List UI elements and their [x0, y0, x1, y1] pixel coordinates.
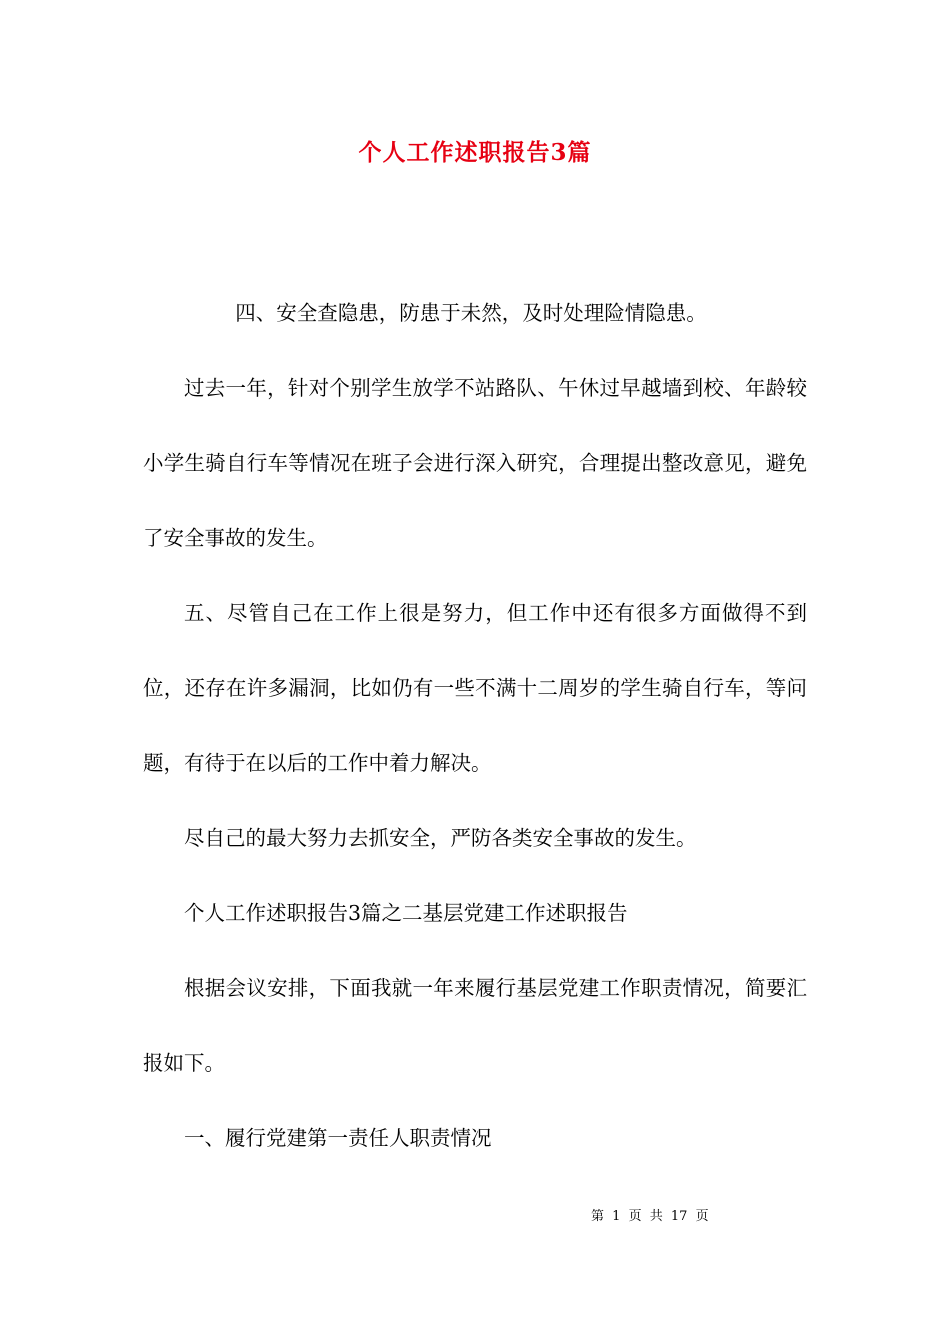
paragraph-past-year: 过去一年，针对个别学生放学不站路队、午休过早越墙到校、年龄较小学生骑自行车等情况在班子会进行深入研究，合理提出整改意见，避免了安全事故的发生。	[143, 376, 807, 550]
paragraph-shortcomings: 五、尽管自己在工作上很是努力，但工作中还有很多方面做得不到位，还存在许多漏洞，比如仍有一些不满十二周岁的学生骑自行车，等问题，有待于在以后的工作中着力解决。	[143, 601, 807, 775]
footer-total-pages: 17	[670, 1209, 688, 1224]
paragraph-report-intro: 根据会议安排，下面我就一年来履行基层党建工作职责情况，简要汇报如下。	[143, 976, 807, 1075]
document-body	[143, 276, 807, 1176]
paragraph-first-duty: 一、履行党建第一责任人职责情况	[184, 1126, 492, 1150]
document-title: 个人工作述职报告3篇	[358, 139, 592, 166]
footer-page-unit: 页	[628, 1209, 642, 1224]
page-footer	[591, 1207, 713, 1227]
paragraph-safety-hazards: 四、安全查隐患，防患于未然，及时处理险情隐患。	[235, 301, 707, 325]
paragraph-section-heading: 个人工作述职报告3篇之二基层党建工作述职报告	[184, 901, 628, 925]
footer-suffix: 页	[695, 1209, 709, 1224]
footer-current-page: 1	[612, 1209, 621, 1224]
footer-total-prefix: 共	[649, 1209, 663, 1224]
paragraph-best-effort: 尽自己的最大努力去抓安全，严防各类安全事故的发生。	[184, 826, 697, 850]
footer-prefix: 第	[591, 1209, 605, 1224]
